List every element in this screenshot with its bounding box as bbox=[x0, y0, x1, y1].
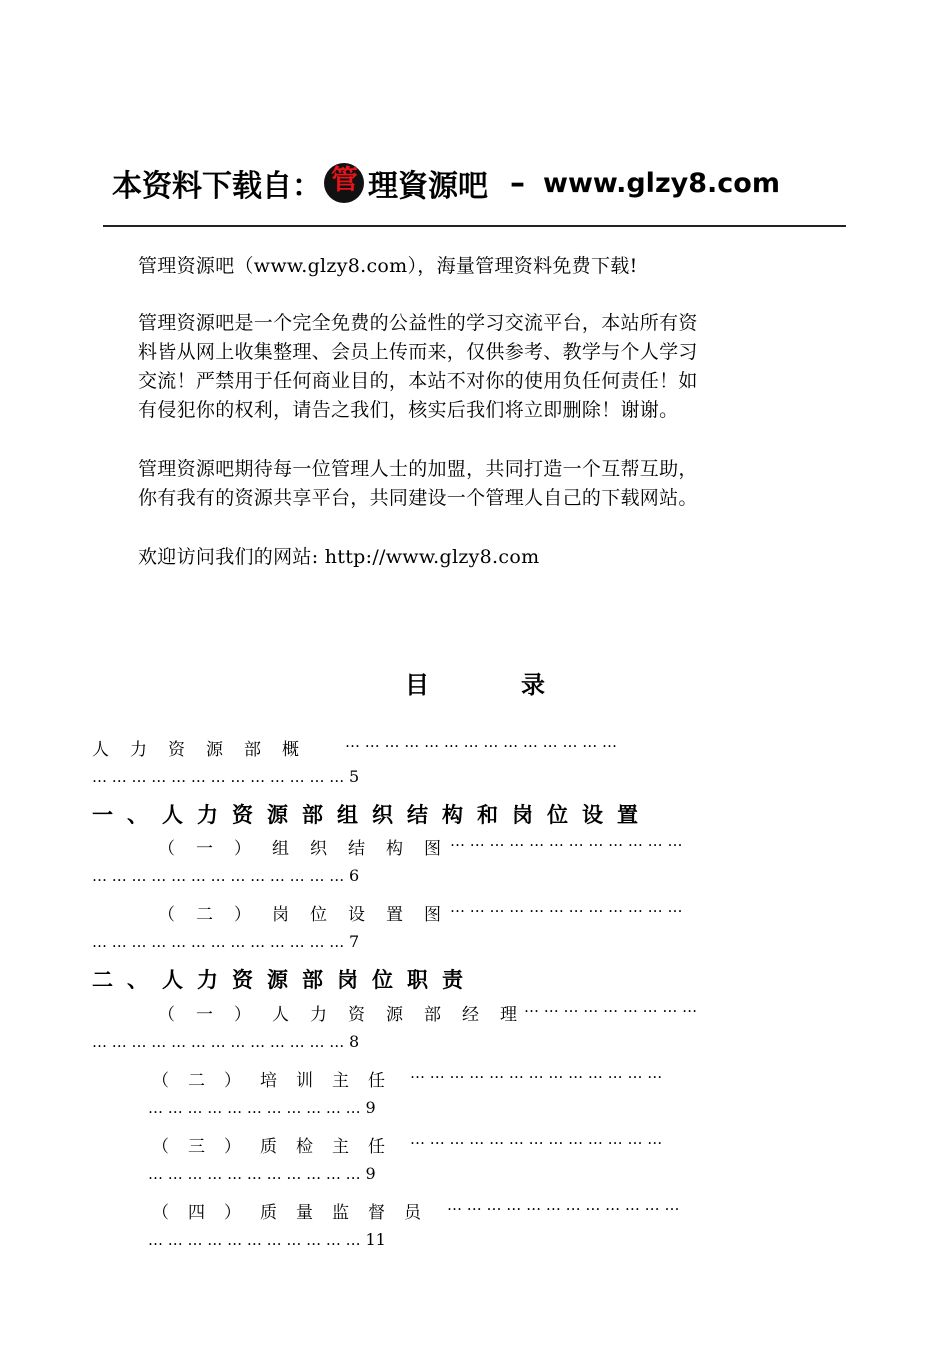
dot-leader: … … … … … … … … … bbox=[524, 998, 698, 1016]
toc-page-number: 5 bbox=[349, 767, 360, 786]
dot-leader: … … … … … … … … … … … 9 bbox=[148, 1098, 376, 1117]
text-line: 你有我有的资源共享平台，共同建设一个管理人自己的下载网站。 bbox=[138, 487, 698, 509]
dot-leader: … … … … … … … … … … … … bbox=[447, 1196, 680, 1214]
toc-entry-position-chart[interactable] bbox=[158, 900, 462, 925]
text-line: 交流！严禁用于任何商业目的，本站不对你的使用负任何责任！如 bbox=[138, 370, 698, 392]
dot-leader: … … … … … … … … … … … 11 bbox=[148, 1230, 386, 1249]
toc-entry-label: （一）人力资源部经理 bbox=[158, 1005, 538, 1025]
toc-entry-label: 人力资源部概 bbox=[92, 740, 320, 760]
toc-page-number: 9 bbox=[365, 1098, 376, 1117]
header-divider bbox=[103, 225, 846, 227]
text-line: 料皆从网上收集整理、会员上传而来，仅供参考、教学与个人学习 bbox=[138, 341, 698, 363]
toc-title bbox=[405, 665, 545, 700]
toc-entry-org-chart[interactable] bbox=[158, 834, 462, 859]
logo-char: 管 bbox=[331, 165, 358, 196]
dot-leader: … … … … … … … … … … … … bbox=[450, 832, 683, 850]
toc-entry-overview[interactable] bbox=[92, 735, 320, 760]
intro-paragraph-2 bbox=[138, 455, 698, 513]
intro-paragraph-1 bbox=[138, 309, 698, 425]
text-line: 有侵犯你的权利，请告之我们，核实后我们将立即删除！谢谢。 bbox=[138, 399, 679, 421]
dot-leader: … … … … … … … … … … … … … 8 bbox=[92, 1032, 360, 1051]
dot-leader: … … … … … … … … … … … … … bbox=[410, 1130, 663, 1148]
dot-leader: … … … … … … … … … … … … bbox=[450, 898, 683, 916]
toc-entry-label: （四）质量监督员 bbox=[152, 1203, 440, 1223]
dot-leader: … … … … … … … … … … … … … 5 bbox=[92, 767, 360, 786]
toc-entry-training-director[interactable] bbox=[152, 1066, 404, 1091]
toc-entry-label: （二）培训主任 bbox=[152, 1071, 404, 1091]
toc-entry-qc-director[interactable] bbox=[152, 1132, 404, 1157]
toc-page-number: 11 bbox=[365, 1230, 386, 1249]
site-logo-icon bbox=[324, 163, 364, 203]
banner-site-name: 理資源吧 bbox=[368, 169, 488, 204]
toc-section-heading[interactable]: 一、人力资源部组织结构和岗位设置 bbox=[92, 803, 652, 827]
dot-leader: … … … … … … … … … … … 9 bbox=[148, 1164, 376, 1183]
intro-website-line: 欢迎访问我们的网站: http://www.glzy8.com bbox=[138, 546, 540, 568]
banner-url[interactable]: www.glzy8.com bbox=[543, 167, 780, 199]
toc-page-number: 6 bbox=[349, 866, 360, 885]
toc-entry-quality-supervisor[interactable] bbox=[152, 1198, 440, 1223]
toc-page-number: 8 bbox=[349, 1032, 360, 1051]
toc-page-number: 9 bbox=[365, 1164, 376, 1183]
banner-dash: – bbox=[510, 165, 525, 201]
toc-page-number: 7 bbox=[349, 932, 360, 951]
toc-entry-label: （一）组织结构图 bbox=[158, 839, 462, 859]
toc-section-heading[interactable]: 二、人力资源部岗位职责 bbox=[92, 968, 477, 992]
toc-title-b: 录 bbox=[521, 671, 545, 699]
download-banner bbox=[112, 160, 780, 206]
text-line: 管理资源吧是一个完全免费的公益性的学习交流平台，本站所有资 bbox=[138, 312, 698, 334]
toc-entry-label: （三）质检主任 bbox=[152, 1137, 404, 1157]
banner-prefix: 本资料下载自： bbox=[112, 169, 322, 204]
dot-leader: … … … … … … … … … … … … … 7 bbox=[92, 932, 360, 951]
dot-leader: … … … … … … … … … … … … … bbox=[410, 1064, 663, 1082]
toc-entry-label: （二）岗位设置图 bbox=[158, 905, 462, 925]
dot-leader: … … … … … … … … … … … … … … bbox=[345, 733, 617, 751]
intro-line: 管理资源吧（www.glzy8.com），海量管理资料免费下载! bbox=[138, 255, 638, 277]
text-line: 管理资源吧期待每一位管理人士的加盟，共同打造一个互帮互助， bbox=[138, 458, 698, 480]
dot-leader: … … … … … … … … … … … … … 6 bbox=[92, 866, 360, 885]
toc-entry-hr-manager[interactable] bbox=[158, 1000, 538, 1025]
toc-title-a: 目 bbox=[405, 671, 429, 699]
